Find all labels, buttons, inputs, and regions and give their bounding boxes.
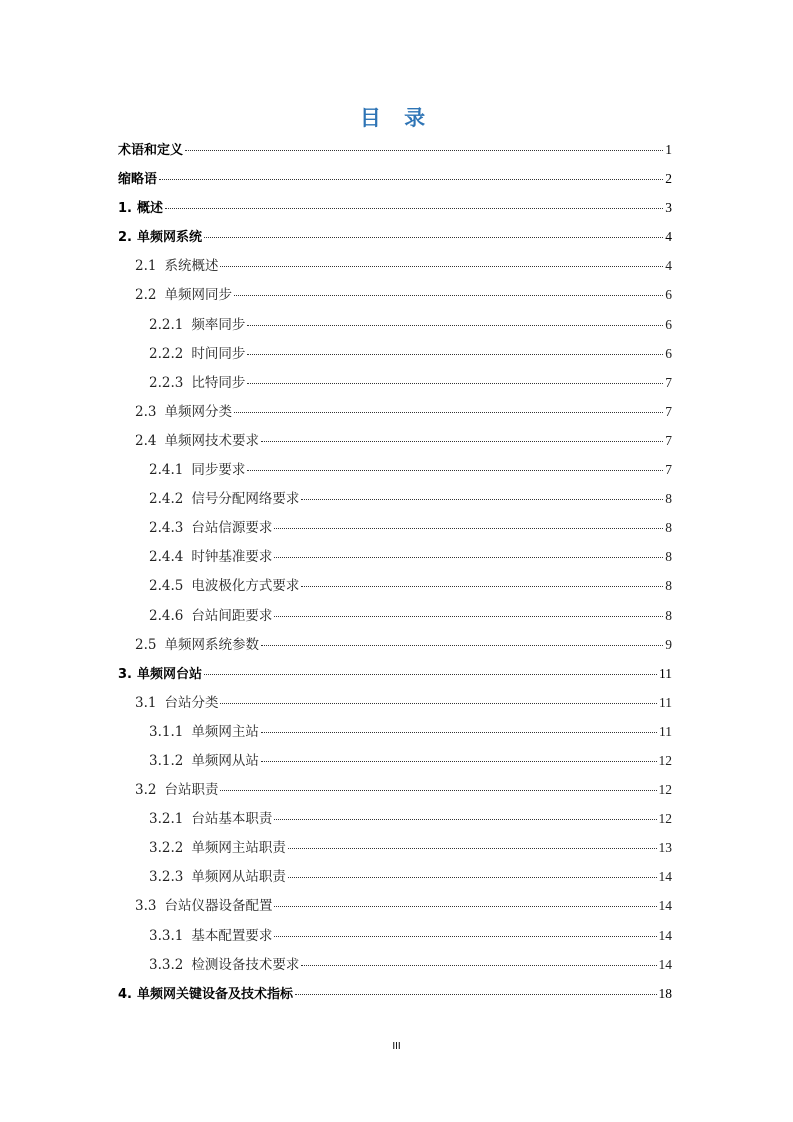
toc-entry-number: 2.2 bbox=[135, 287, 157, 304]
dot-leader bbox=[261, 645, 663, 646]
toc-entry[interactable] bbox=[118, 547, 672, 576]
toc-entry-page: 8 bbox=[665, 607, 672, 623]
toc-entry-number: 3.3.2 bbox=[149, 956, 184, 973]
toc-entry-page: 11 bbox=[659, 723, 672, 739]
toc-entry-number: 1. bbox=[118, 201, 132, 217]
toc-entry-page: 7 bbox=[665, 462, 672, 478]
toc-entry-page: 12 bbox=[658, 782, 672, 798]
toc-entry[interactable] bbox=[118, 315, 672, 344]
toc-entry-title: 时钟基准要求 bbox=[191, 549, 273, 566]
toc-entry-page: 6 bbox=[665, 287, 672, 303]
toc-entry-page: 3 bbox=[665, 200, 672, 216]
toc-entry-title: 频率同步 bbox=[191, 316, 246, 333]
toc-entry-title: 时间同步 bbox=[191, 345, 246, 362]
dot-leader bbox=[159, 179, 663, 180]
toc-entry[interactable] bbox=[118, 227, 672, 256]
toc-entry[interactable] bbox=[118, 140, 672, 169]
toc-entry-number: 3.3.1 bbox=[149, 927, 184, 944]
toc-entry-page: 11 bbox=[659, 694, 672, 710]
toc-entry-number: 3.3 bbox=[135, 898, 157, 915]
toc-entry[interactable] bbox=[118, 373, 672, 402]
toc-entry[interactable] bbox=[118, 926, 672, 955]
dot-leader bbox=[220, 703, 657, 704]
toc-entry-number: 2.4.5 bbox=[149, 578, 184, 595]
toc-entry-page: 7 bbox=[665, 432, 672, 448]
toc-entry-page: 11 bbox=[659, 665, 672, 681]
toc-entry-title: 单频网台站 bbox=[136, 666, 202, 682]
toc-entry-title: 单频网主站 bbox=[191, 723, 259, 740]
toc-entry[interactable] bbox=[118, 576, 672, 605]
toc-entry-number: 2.4.6 bbox=[149, 607, 184, 624]
toc-entry-number: 2. bbox=[118, 230, 132, 246]
toc-entry[interactable] bbox=[118, 198, 672, 227]
dot-leader bbox=[288, 848, 657, 849]
toc-entry[interactable] bbox=[118, 635, 672, 664]
toc-entry-number: 2.2.2 bbox=[149, 345, 184, 362]
toc-entry-title: 术语和定义 bbox=[118, 143, 184, 158]
toc-entry-number: 2.4.1 bbox=[149, 462, 184, 479]
toc-entry-title: 台站分类 bbox=[164, 694, 219, 711]
toc-entry[interactable] bbox=[118, 751, 672, 780]
page-number-footer: III bbox=[392, 1041, 401, 1052]
toc-entry-title: 单频网主站职责 bbox=[191, 840, 286, 857]
toc-entry-page: 12 bbox=[658, 752, 672, 768]
toc-entry[interactable] bbox=[118, 460, 672, 489]
dot-leader bbox=[234, 295, 663, 296]
toc-entry-number: 2.1 bbox=[135, 258, 157, 275]
toc-entry-title: 单频网分类 bbox=[164, 403, 232, 420]
toc-entry-page: 7 bbox=[665, 403, 672, 419]
toc-entry-page: 8 bbox=[665, 549, 672, 565]
toc-entry-number: 3.2.1 bbox=[149, 811, 184, 828]
toc-entry[interactable] bbox=[118, 664, 672, 693]
toc-entry[interactable] bbox=[118, 256, 672, 285]
dot-leader bbox=[185, 150, 663, 151]
toc-entry-number: 2.3 bbox=[135, 403, 157, 420]
toc-entry-page: 7 bbox=[665, 374, 672, 390]
dot-leader bbox=[274, 616, 663, 617]
dot-leader bbox=[274, 528, 663, 529]
toc-entry-title: 概述 bbox=[136, 201, 163, 217]
toc-entry[interactable] bbox=[118, 169, 672, 198]
toc-entry-title: 信号分配网络要求 bbox=[191, 491, 300, 508]
toc-entry[interactable] bbox=[118, 867, 672, 896]
toc-entry-page: 14 bbox=[658, 898, 672, 914]
toc-entry[interactable] bbox=[118, 431, 672, 460]
toc-entry[interactable] bbox=[118, 896, 672, 925]
toc-entry-number: 2.4.4 bbox=[149, 549, 184, 566]
toc-entry-number: 2.4.2 bbox=[149, 491, 184, 508]
dot-leader bbox=[301, 586, 663, 587]
toc-entry-number: 3.1.2 bbox=[149, 752, 184, 769]
toc-entry-title: 台站间距要求 bbox=[191, 607, 273, 624]
table-of-contents bbox=[118, 140, 672, 1013]
toc-entry-number: 3.2.3 bbox=[149, 869, 184, 886]
toc-entry-title: 单频网关键设备及技术指标 bbox=[136, 986, 293, 1002]
toc-entry-number: 3.1 bbox=[135, 694, 157, 711]
toc-entry-title: 基本配置要求 bbox=[191, 927, 273, 944]
toc-entry[interactable] bbox=[118, 518, 672, 547]
toc-entry-title: 单频网系统参数 bbox=[164, 636, 259, 653]
toc-entry-number: 2.2.3 bbox=[149, 374, 184, 391]
dot-leader bbox=[288, 877, 657, 878]
toc-entry-page: 18 bbox=[658, 985, 672, 1001]
toc-entry-page: 14 bbox=[658, 927, 672, 943]
toc-entry-number: 3. bbox=[118, 666, 132, 682]
toc-entry-number: 2.2.1 bbox=[149, 316, 184, 333]
dot-leader bbox=[301, 965, 656, 966]
toc-entry-title: 单频网同步 bbox=[164, 287, 232, 304]
dot-leader bbox=[247, 354, 663, 355]
toc-entry-title: 单频网系统 bbox=[136, 230, 202, 246]
toc-entry-title: 电波极化方式要求 bbox=[191, 578, 300, 595]
dot-leader bbox=[261, 732, 657, 733]
dot-leader bbox=[274, 906, 656, 907]
toc-entry-title: 台站仪器设备配置 bbox=[164, 898, 273, 915]
dot-leader bbox=[165, 208, 663, 209]
toc-entry-title: 缩略语 bbox=[118, 172, 158, 188]
toc-entry-page: 1 bbox=[665, 142, 672, 157]
toc-entry-page: 14 bbox=[658, 869, 672, 885]
dot-leader bbox=[204, 237, 663, 238]
toc-entry[interactable] bbox=[118, 606, 672, 635]
dot-leader bbox=[261, 441, 663, 442]
toc-entry-title: 单频网技术要求 bbox=[164, 432, 259, 449]
toc-entry-page: 2 bbox=[665, 171, 672, 187]
toc-entry-number: 2.5 bbox=[135, 636, 157, 653]
dot-leader bbox=[234, 412, 663, 413]
dot-leader bbox=[220, 790, 656, 791]
page-title: 目 录 bbox=[359, 106, 434, 130]
toc-entry-page: 12 bbox=[658, 811, 672, 827]
dot-leader bbox=[274, 557, 663, 558]
toc-entry[interactable] bbox=[118, 780, 672, 809]
toc-entry[interactable] bbox=[118, 285, 672, 314]
toc-entry[interactable] bbox=[118, 955, 672, 984]
toc-entry[interactable] bbox=[118, 722, 672, 751]
toc-entry-title: 单频网从站 bbox=[191, 752, 259, 769]
toc-entry-title: 单频网从站职责 bbox=[191, 869, 286, 886]
toc-entry-number: 4. bbox=[118, 986, 132, 1002]
toc-entry[interactable] bbox=[118, 838, 672, 867]
toc-entry-page: 13 bbox=[658, 840, 672, 856]
toc-entry-page: 4 bbox=[665, 229, 672, 245]
toc-entry[interactable] bbox=[118, 809, 672, 838]
dot-leader bbox=[247, 325, 663, 326]
toc-entry-number: 3.2.2 bbox=[149, 840, 184, 857]
dot-leader bbox=[261, 761, 657, 762]
dot-leader bbox=[301, 499, 663, 500]
toc-entry-title: 台站职责 bbox=[164, 782, 219, 799]
dot-leader bbox=[204, 674, 657, 675]
toc-entry-page: 14 bbox=[658, 956, 672, 972]
toc-entry[interactable] bbox=[118, 489, 672, 518]
dot-leader bbox=[295, 994, 657, 995]
toc-entry-page: 8 bbox=[665, 578, 672, 594]
toc-entry-title: 比特同步 bbox=[191, 374, 246, 391]
dot-leader bbox=[247, 470, 663, 471]
toc-entry-page: 8 bbox=[665, 491, 672, 507]
toc-entry-page: 8 bbox=[665, 520, 672, 536]
toc-entry-title: 检测设备技术要求 bbox=[191, 956, 300, 973]
toc-entry-number: 3.1.1 bbox=[149, 723, 184, 740]
dot-leader bbox=[274, 819, 656, 820]
dot-leader bbox=[247, 383, 663, 384]
toc-entry-number: 2.4 bbox=[135, 432, 157, 449]
toc-entry-title: 台站基本职责 bbox=[191, 811, 273, 828]
toc-entry-page: 6 bbox=[665, 345, 672, 361]
toc-entry[interactable] bbox=[118, 344, 672, 373]
toc-entry-number: 2.4.3 bbox=[149, 520, 184, 537]
toc-entry-page: 9 bbox=[665, 636, 672, 652]
toc-entry-title: 同步要求 bbox=[191, 462, 246, 479]
toc-entry-title: 系统概述 bbox=[164, 258, 219, 275]
toc-entry[interactable] bbox=[118, 693, 672, 722]
toc-entry[interactable] bbox=[118, 402, 672, 431]
toc-entry-title: 台站信源要求 bbox=[191, 520, 273, 537]
dot-leader bbox=[220, 266, 663, 267]
toc-entry[interactable] bbox=[118, 984, 672, 1013]
toc-entry-page: 6 bbox=[665, 316, 672, 332]
toc-entry-page: 4 bbox=[665, 258, 672, 274]
dot-leader bbox=[274, 936, 656, 937]
toc-entry-number: 3.2 bbox=[135, 782, 157, 799]
